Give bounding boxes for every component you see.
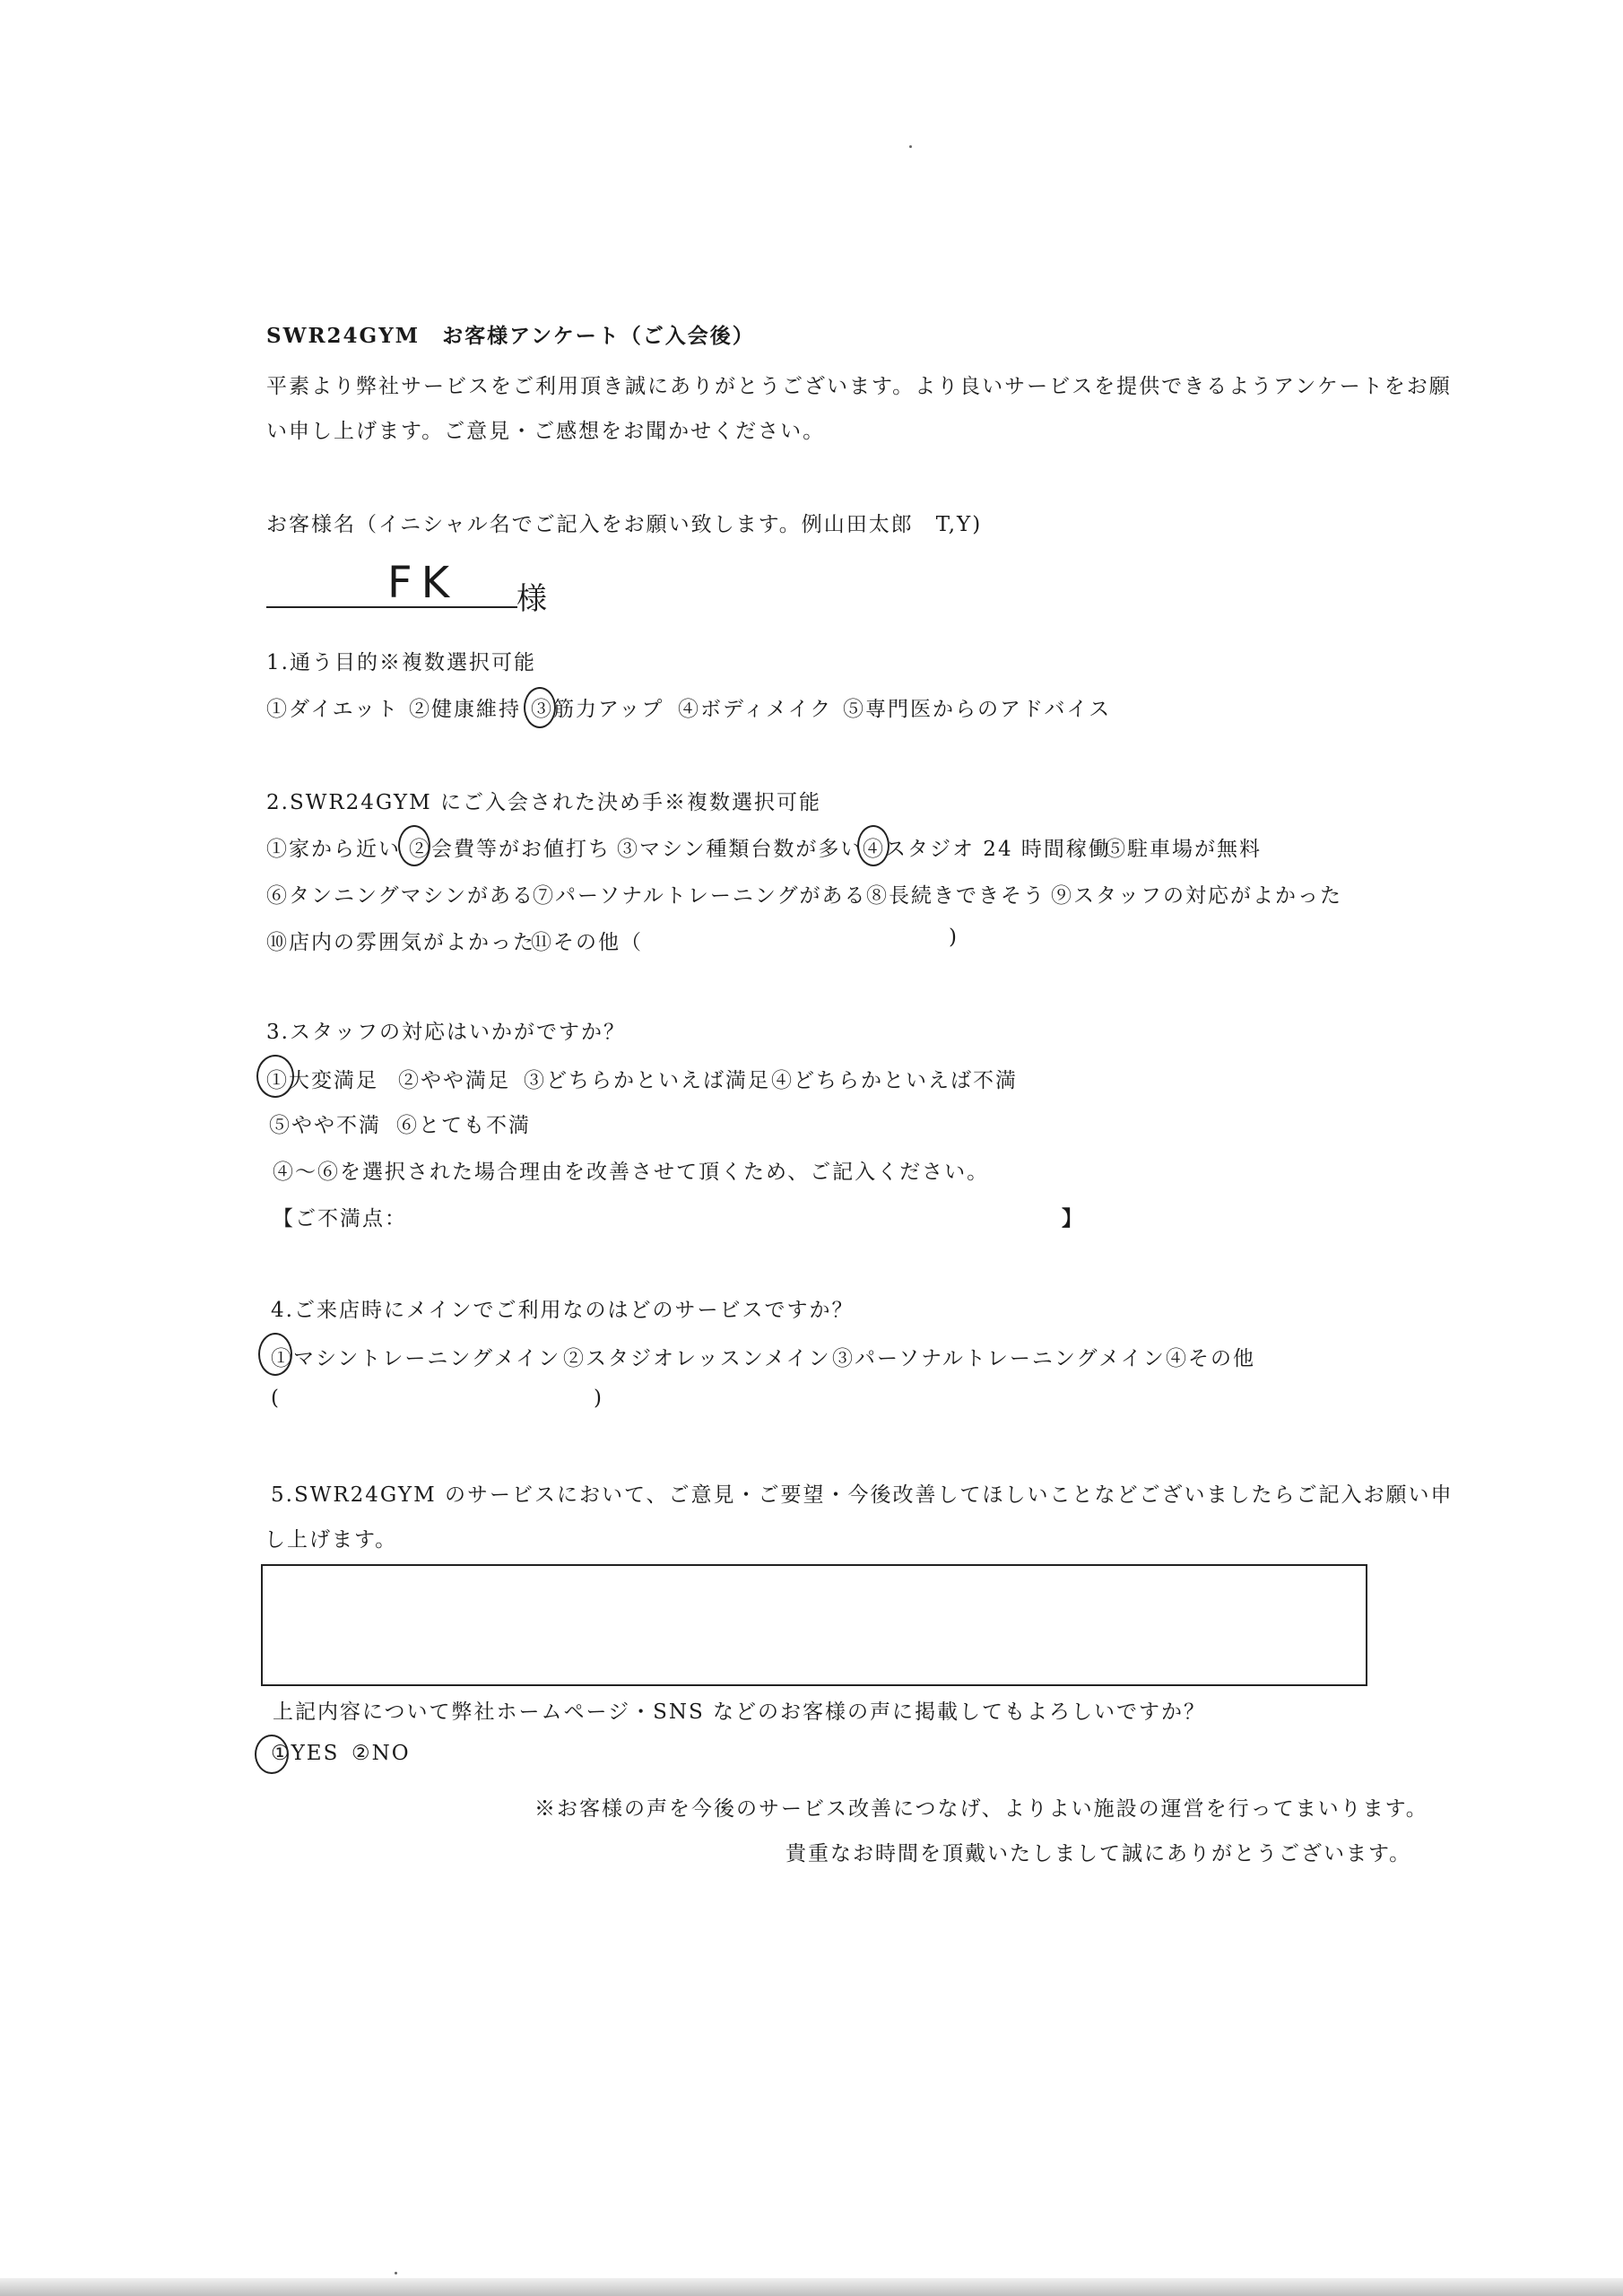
q2-option-9[interactable]: ⑨スタッフの対応がよかった — [1051, 884, 1342, 908]
q2-option-3[interactable]: ③マシン種類台数が多い — [617, 838, 864, 861]
footer-note: ※お客様の声を今後のサービス改善につなげ、よりよい施設の運営を行ってまいります。 — [534, 1797, 1428, 1821]
q1-option-3[interactable]: ③筋力アップ — [531, 698, 664, 721]
q2-option-1[interactable]: ①家から近い — [266, 838, 401, 861]
survey-title: SWR24GYM お客様アンケート（ご入会後） — [266, 324, 755, 348]
q2-option-6[interactable]: ⑥タンニングマシンがある — [266, 884, 534, 908]
q4-other-open: ( — [271, 1387, 281, 1410]
q4-other-close: ) — [594, 1387, 603, 1410]
q4-selection-circle — [258, 1333, 292, 1376]
q1-title: 1.通う目的※複数選択可能 — [266, 651, 536, 674]
q1-option-2[interactable]: ②健康維持 — [409, 698, 521, 721]
scan-speck — [909, 145, 912, 148]
q4-option-2[interactable]: ②スタジオレッスンメイン — [563, 1347, 831, 1370]
q3-option-6[interactable]: ⑥とても不満 — [396, 1114, 531, 1137]
q3-option-5[interactable]: ⑤やや不満 — [269, 1114, 381, 1137]
q2-option-5[interactable]: ⑤駐車場が無料 — [1105, 838, 1262, 861]
publish-yes[interactable]: ①YES — [271, 1742, 340, 1765]
q4-option-1[interactable]: ①マシントレーニングメイン — [271, 1347, 561, 1370]
q1-option-5[interactable]: ⑤専門医からのアドバイス — [843, 698, 1112, 721]
q3-note: ④～⑥を選択された場合理由を改善させて頂くため、ご記入ください。 — [273, 1161, 990, 1184]
q2-option-4[interactable]: ④スタジオ 24 時間稼働 — [863, 838, 1111, 861]
q2-option-11[interactable]: ⑪その他（ — [531, 931, 643, 954]
q4-option-3[interactable]: ③パーソナルトレーニングメイン — [832, 1347, 1166, 1370]
publish-selection-circle — [255, 1735, 289, 1774]
q2-selection-circle-2 — [398, 825, 430, 866]
publish-no[interactable]: ②NO — [352, 1742, 411, 1765]
q2-option-10[interactable]: ⑩店内の雰囲気がよかった — [266, 931, 535, 954]
q3-option-3[interactable]: ③どちらかといえば満足 — [524, 1069, 770, 1092]
q1-option-4[interactable]: ④ボディメイク — [678, 698, 833, 721]
q5-title-line-1: 5.SWR24GYM のサービスにおいて、ご意見・ご要望・今後改善してほしいことなどございましたらご記入お願い申 — [271, 1483, 1454, 1507]
q5-answer-box[interactable] — [261, 1564, 1367, 1686]
q1-selection-circle — [524, 687, 556, 728]
publish-question: 上記内容について弊社ホームページ・SNS などのお客様の声に掲載してもよろしいですか？ — [273, 1700, 1207, 1724]
q3-complaint-label: 【ご不満点： — [273, 1207, 407, 1231]
q2-title: 2.SWR24GYM にご入会された決め手※複数選択可能 — [266, 791, 821, 814]
customer-name-suffix: 様 — [516, 581, 549, 617]
q2-other-close: ) — [949, 926, 959, 949]
q4-option-4[interactable]: ④その他 — [1166, 1347, 1255, 1370]
q3-option-4[interactable]: ④どちらかといえば不満 — [771, 1069, 1018, 1092]
scan-edge-shadow — [0, 2278, 1623, 2296]
q2-option-7[interactable]: ⑦パーソナルトレーニングがある — [533, 884, 867, 908]
footer-thanks: 貴重なお時間を頂戴いたしまして誠にありがとうございます。 — [785, 1842, 1412, 1866]
q3-option-2[interactable]: ②やや満足 — [398, 1069, 510, 1092]
q2-option-8[interactable]: ⑧長続きできそう — [866, 884, 1046, 908]
q2-selection-circle-4 — [857, 825, 890, 866]
scan-speck — [395, 2272, 397, 2274]
q1-option-1[interactable]: ①ダイエット — [266, 698, 400, 721]
q2-option-2[interactable]: ②会費等がお値打ち — [409, 838, 611, 861]
q4-title: 4.ご来店時にメインでご利用なのはどのサービスですか？ — [271, 1299, 855, 1322]
q3-option-1[interactable]: ①大変満足 — [266, 1069, 378, 1092]
q3-complaint-close: 】 — [1062, 1206, 1084, 1231]
q3-selection-circle — [256, 1055, 294, 1098]
q3-title: 3.スタッフの対応はいかがですか？ — [266, 1021, 626, 1044]
customer-name-handwritten[interactable]: FK — [387, 558, 459, 608]
customer-name-label: お客様名（イニシャル名でご記入をお願い致します。例山田太郎 T,Y) — [266, 513, 983, 536]
q5-title-line-2: し上げます。 — [265, 1528, 398, 1552]
intro-line-2: い申し上げます。ご意見・ご感想をお聞かせください。 — [266, 420, 826, 443]
intro-line-1: 平素より弊社サービスをご利用頂き誠にありがとうございます。より良いサービスを提供できるようアンケートをお願 — [266, 375, 1452, 398]
